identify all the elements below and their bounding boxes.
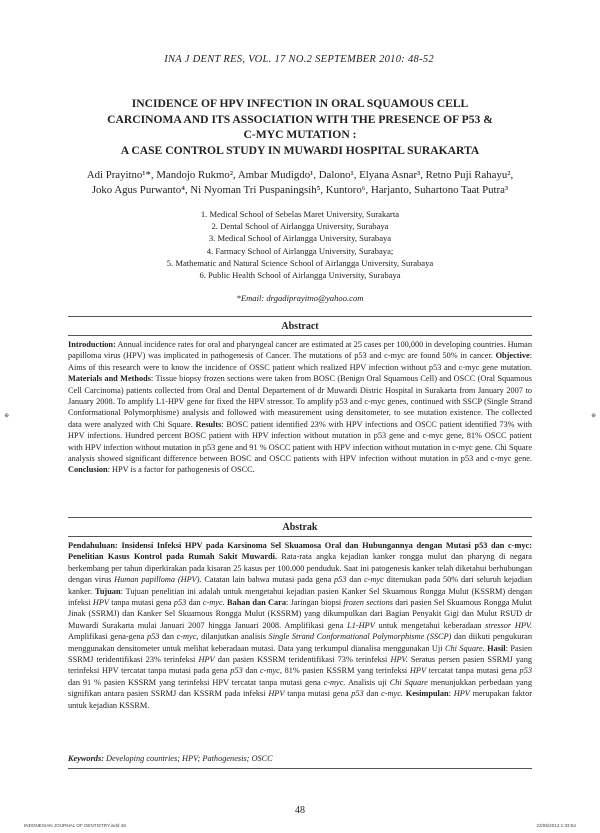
title-line: CARCINOMA AND ITS ASSOCIATION WITH THE PRESENCE OF P53 & <box>107 112 493 126</box>
author-line: Joko Agus Purwanto⁴, Ni Nyoman Tri Puspaningsih⁵, Kuntoro⁶, Harjanto, Suhartono Taat Putra³ <box>91 184 509 196</box>
text-run: c-myc <box>176 632 197 642</box>
text-run: dan <box>346 575 365 585</box>
registration-mark-icon: ⊕ <box>590 413 596 419</box>
affiliation: 5. Mathematic and Natural Science School of Airlangga University, Surabaya <box>166 257 434 268</box>
affiliation: 6. Public Health School of Airlangga University, Surabaya <box>199 270 401 281</box>
text-run: Annual incidence rates for oral and pharyngeal cancer are estimated at 25 cases per 100,000 in developing countries. Human papilloma virus (HPV) was implicated in pathogenesis of Cancer. The mutations of p53 and c-myc are found 50% in cancer. <box>68 340 532 361</box>
title-line: C-MYC MUTATION : <box>243 128 357 141</box>
text-run: merupakan faktor untuk kejadian KSSRM. <box>68 689 532 710</box>
text-run: : Tujuan penelitian ini adalah untuk mengetahui kejadian pasien Kanker Sel Skuamous Rongga Mulut (KSSRM) dengan infeksi <box>68 586 533 608</box>
corresponding-email: *Email: drgadiprayitno@yahoo.com <box>236 293 364 303</box>
text-run: tercatat tanpa mutasi gena <box>426 666 520 676</box>
affiliation: 2. Dental School of Airlangga University, Surabaya <box>211 221 389 232</box>
author-line: Adi Prayitno¹*, Mandojo Rukmo², Ambar Mudigdo¹, Dalono¹, Elyana Asnar³, Retno Puji Rahayu², <box>86 169 514 181</box>
text-run: Chi Square <box>389 677 428 687</box>
text-run: Tujuan <box>95 586 121 596</box>
text-run: c-myc <box>364 575 384 585</box>
text-run: , 81% pasien KSSRM yang terinfeksi <box>279 666 410 676</box>
text-run: dan <box>363 689 382 699</box>
text-run: dari pasien Sel Skuamous Rongga Mulut Jinak (SSRMJ) dan Kanker Sel Skuamous Rongga Mulut (KSSRM) yang dikumpulkan dari Bagian Penyakit Gigi dan Mulut RSUD dr Muwardi Surakarta mulai Januari 2007 hingga Januari 2008. Amplifikasi gena <box>68 598 532 630</box>
text-run: Pendahuluan: Insidensi Infeksi HPV pada Karsinoma Sel Skuamosa Oral dan Hubungannya dengan Mutasi p53 dan c-myc: Penelitian Kasus Kontrol pada Rumah Sakit Muwardi. <box>68 541 532 562</box>
text-run: Objective <box>495 351 530 361</box>
text-run: Materials and Methods <box>68 374 151 384</box>
text-run: : Pasien SSRMJ teridentifikasi 23% terinfeksi <box>68 643 533 665</box>
text-run: p53 <box>334 575 347 585</box>
text-run: Seratus persen pasien SSRMJ yang terinfeksi HPV tercatat tanpa mutasi pada gena <box>68 655 532 676</box>
text-run: Human papilloma (HPV). <box>114 575 202 585</box>
text-run: : Aims of this research were to know the incidence of OSSC patient which realized HPV infection without p53 and c-myc gene mutation. <box>68 351 532 372</box>
text-run: Results <box>195 419 222 429</box>
text-run: Hasil <box>487 643 506 653</box>
keywords-text: Developing countries; HPV; Pathogenesis; OSCC <box>103 754 273 763</box>
text-run: : BOSC patient identified 23% with HPV infections and OSCC patient identified 73% with HPV infections. Hundred percent BOSC patient with HPV infection without mutation in p53 gene and c-myc gene, 81% OSCC patient with HPV infection without mutation in p53 gene and 91 % OSCC patient with HPV infection without mutation in c-myc gene. Chi Square analysis showed significant difference between BOSC and OSCC patients with HPV infection without mutation in p53 and c-myc gene. <box>68 419 532 464</box>
text-run: HPV <box>409 666 427 676</box>
text-run: HPV <box>268 689 285 699</box>
text-run: Bahan dan Cara <box>227 598 286 608</box>
text-run: Conclusion <box>68 465 108 475</box>
text-run: tanpa mutasi gena <box>109 598 174 608</box>
affiliation: 3. Medical School of Airlangga University, Surabaya <box>208 233 392 244</box>
text-run: : HPV is a factor for pathogenesis of OSCC. <box>107 465 255 475</box>
text-run: Rata-rata angka kejadian kanker rongga mulut dan pharyng di negara berkembang per tahun diperkirakan pada kisaran 25 kasus per 100.000 penduduk. Saat ini patogenesis kanker telah diketahui berhubungan dengan virus <box>68 552 532 585</box>
divider <box>68 517 532 518</box>
text-run: tanpa mutasi gena <box>284 689 352 699</box>
text-run: HPV <box>453 689 470 699</box>
text-run: L1-HPV <box>347 620 375 630</box>
text-run: dan pasien KSSRM teridentifikasi 73% terinfeksi <box>214 655 391 665</box>
text-run: c-myc <box>260 666 280 676</box>
affiliation: 1. Medical School of Sebelas Maret University, Surakarta <box>200 209 400 219</box>
text-run: Amplifikasi gena-gena <box>68 632 147 642</box>
print-slug-left: INDONESIAN JOURNAL OF DENTISTRY.indd 48 <box>24 823 126 828</box>
text-run: stressor HPV. <box>485 620 533 630</box>
text-run: : Jaringan biopsi <box>285 598 344 608</box>
text-run: dan <box>186 598 203 608</box>
print-slug-right: 22/06/2012 1:33:54 <box>536 823 576 828</box>
abstrak-body <box>68 540 532 711</box>
text-run: Single Strand Conformational Polymorphisme (SSCP) <box>268 632 452 642</box>
text-run: Introduction: <box>68 340 116 349</box>
text-run: p53 <box>351 689 364 699</box>
abstrak-heading: Abstrak <box>282 522 318 533</box>
text-run: Analisis uji <box>345 677 390 687</box>
text-run: dan 91 % pasien KSSRM yang terinfeksi HPV tercatat tanpa mutasi gena <box>68 677 324 687</box>
keywords-label: Keywords: <box>68 754 104 763</box>
text-run: HPV <box>92 598 109 608</box>
registration-mark-icon: ⊕ <box>4 413 10 419</box>
text-run: : Tissue biopsy frozen sections were taken from BOSC (Benign Oral Squamous Cell) and OSCC (Oral Squamous Cell Carcinoma) patients collected from Oral and Dental Departement of dr Muwardi Distric Hospital in Surakarta from January 2007 to January 2008. To amplify L1-HPV gene for fixed the HPV stressor. To amplify p53 and c-myc genes, continued with SSCP (Single Strand Conformational Polymorphisme) analysis and followed with measurement using densitometer, to see mutation existence. The collected data were analyzed with Chi Square. <box>68 374 532 429</box>
text-run: c-myc. <box>381 689 403 699</box>
text-run: untuk mengetahui keberadaan <box>374 620 486 630</box>
text-run: menunjukkan perbedaan yang signifikan antara pasien SSRMJ dan KSSRM pada infeksi <box>68 677 532 699</box>
keywords <box>68 754 532 763</box>
text-run: p53 <box>173 598 187 608</box>
abstract-body <box>68 339 532 476</box>
text-run: dan <box>242 666 261 676</box>
article-title <box>62 96 538 158</box>
text-run: Kesimpulan <box>405 689 449 699</box>
divider <box>68 316 532 317</box>
text-run: Catatan lain bahwa mutasi pada gena <box>201 575 335 585</box>
journal-header: INA J DENT RES, VOL. 17 NO.2 SEPTEMBER 2010: 48-52 <box>164 54 434 65</box>
text-run: dan <box>159 632 177 642</box>
text-run: frozen sections <box>343 598 393 608</box>
page-number: 48 <box>295 805 305 816</box>
text-run: , dilanjutkan analisis <box>196 632 269 642</box>
author-list <box>62 168 538 198</box>
abstract-heading: Abstract <box>281 321 319 332</box>
divider <box>68 335 532 336</box>
text-run: ditemukan pada 50% dari seluruh kejadian kanker. <box>68 575 532 596</box>
affiliation: 4. Farmacy School of Airlangga University, Surabaya; <box>206 245 394 256</box>
text-run: Chi Square. <box>444 643 485 653</box>
title-line: INCIDENCE OF HPV INFECTION IN ORAL SQUAMOUS CELL <box>131 97 469 110</box>
divider <box>68 768 532 769</box>
title-line: A CASE CONTROL STUDY IN MUWARDI HOSPITAL SURAKARTA <box>120 143 480 157</box>
divider <box>68 536 532 537</box>
text-run: dan diikuti pengukuran menggunakan densitometer untuk melihat keberadaan mutasi. Data yang terkumpul dianalisa menggunakan Uji <box>68 632 533 653</box>
text-run: p53 <box>230 666 243 676</box>
text-run: HPV. <box>390 655 408 665</box>
text-run: p53 <box>146 632 160 642</box>
text-run: HPV <box>198 655 215 665</box>
text-run: c-myc. <box>202 598 225 608</box>
affiliations <box>62 208 538 281</box>
text-run: c-myc. <box>323 677 346 687</box>
text-run: p53 <box>519 666 532 676</box>
text-run: : <box>448 689 454 699</box>
